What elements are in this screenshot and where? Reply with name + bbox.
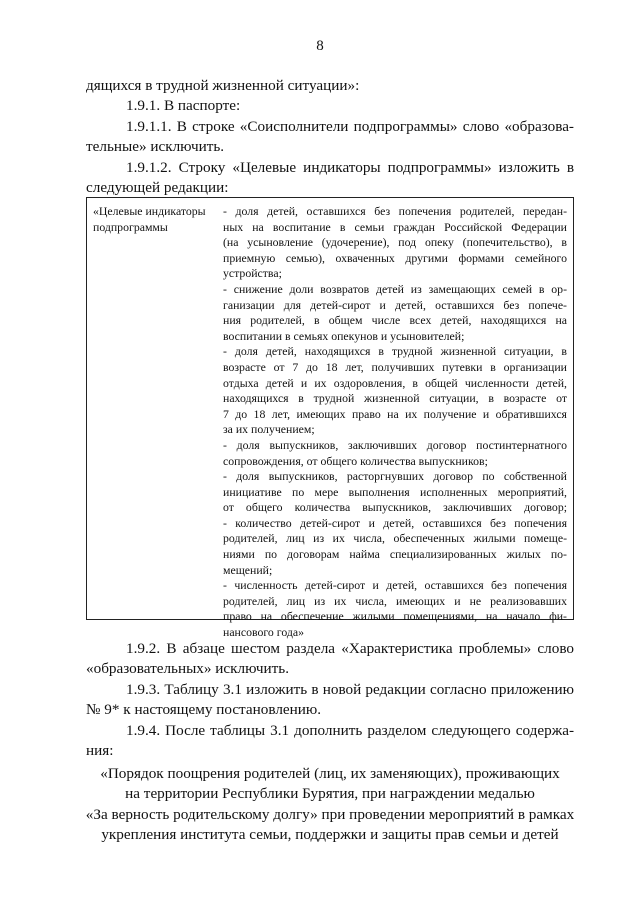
table-text-line: 7 до 18 лет, имеющих право на их получение и обратившихся: [223, 406, 567, 421]
text-line: дящихся в трудной жизненной ситуации»:: [86, 77, 360, 94]
table-text-line: сопровождения, от общего количества выпускников;: [223, 453, 488, 468]
table-text-line: инициативе по мере выполнения исполненных мероприятий,: [223, 484, 567, 499]
table-text-line: находящихся в трудной жизненной ситуации, в возрасте от: [223, 391, 567, 406]
text-line: 1.9.2. В абзаце шестом раздела «Характеристика проблемы» слово: [126, 640, 574, 657]
table-text-line: ния родителей, в общем числе всех детей, находящихся на: [223, 313, 567, 328]
table-content-cell: [223, 204, 567, 641]
table-label-line: «Целевые индикаторы: [93, 204, 206, 218]
table-text-line: отдыха детей и их оздоровления, в общей численности детей,: [223, 375, 567, 390]
page-number: 8: [316, 38, 324, 54]
table-text-line: - доля детей, находящихся в трудной жизненной ситуации, в: [223, 344, 567, 359]
table-text-line: родителей, лиц из их числа, обеспеченных жилыми помеще-: [223, 531, 567, 546]
table-text-line: мещений;: [223, 562, 273, 577]
table-text-line: от общего количества выпускников, заключивших договор;: [223, 500, 567, 515]
heading-line: на территории Республики Бурятия, при награждении медалью: [125, 785, 535, 803]
text-line: «образовательных» исключить.: [86, 660, 289, 678]
table-text-line: нансового года»: [223, 625, 305, 640]
table-text-line: устройства;: [223, 266, 282, 281]
text-line: 1.9.1. В паспорте:: [126, 97, 241, 115]
section-heading: [80, 764, 580, 846]
table-text-line: (на усыновление (удочерение), под опеку (попечительство), в: [223, 235, 567, 250]
heading-line: «За верность родительскому долгу» при проведении мероприятий в рамках: [85, 805, 575, 823]
table-text-line: ниями по договорам найма специализированных жилых по-: [223, 547, 567, 562]
table-text-line: за их получением;: [223, 422, 315, 437]
table-label-cell: [93, 204, 219, 235]
text-line: следующей редакции:: [86, 179, 229, 197]
table-text-line: - доля выпускников, заключивших договор постинтернатного: [223, 437, 567, 452]
indicators-table: [86, 197, 574, 640]
table-text-line: право на обеспечение жилыми помещениями, на начало фи-: [223, 609, 567, 624]
table-text-line: воспитании в семьях опекунов и усыновителей;: [223, 328, 465, 343]
table-text-line: возрасте от 7 до 18 лет, получивших путевки в организации: [223, 359, 567, 374]
table-text-line: родителей, лиц из их числа, имеющих и не реализовавших: [223, 593, 567, 608]
table-text-line: ных на воспитание в семьи граждан Российской Федерации: [223, 219, 567, 234]
table-text-line: - доля выпускников, расторгнувших договор по собственной: [223, 469, 567, 484]
intro-paragraphs: [86, 76, 574, 198]
text-line: тельные» исключить.: [86, 138, 225, 156]
text-line: 1.9.1.2. Строку «Целевые индикаторы подпрограммы» изложить в: [126, 158, 574, 176]
after-table-paragraphs: [86, 639, 574, 761]
table-text-line: - снижение доли возвратов детей из замещающих семей в ор-: [223, 281, 567, 296]
text-line: № 9* к настоящему постановлению.: [86, 701, 322, 719]
text-line: 1.9.3. Таблицу 3.1 изложить в новой редакции согласно приложению: [126, 680, 574, 698]
table-text-line: - количество детей-сирот и детей, оставшихся без попечения: [223, 515, 567, 530]
text-line: 1.9.4. После таблицы 3.1 дополнить разделом следующего содержа-: [126, 721, 574, 739]
heading-line: укрепления института семьи, поддержки и защиты прав семьи и детей: [101, 826, 559, 844]
heading-line: «Порядок поощрения родителей (лиц, их заменяющих), проживающих: [100, 765, 560, 782]
table-text-line: - численность детей-сирот и детей, оставшихся без попечения: [223, 578, 567, 593]
table-text-line: ганизации для детей-сирот и детей, оставшихся без попече-: [223, 297, 567, 312]
text-line: ния:: [86, 742, 114, 760]
table-text-line: приемную семью), охваченных другими формами семейного: [223, 250, 567, 265]
table-text-line: - доля детей, оставшихся без попечения родителей, передан-: [223, 204, 567, 218]
table-label-line: подпрограммы: [93, 219, 168, 234]
text-line: 1.9.1.1. В строке «Соисполнители подпрограммы» слово «образова-: [126, 117, 574, 135]
